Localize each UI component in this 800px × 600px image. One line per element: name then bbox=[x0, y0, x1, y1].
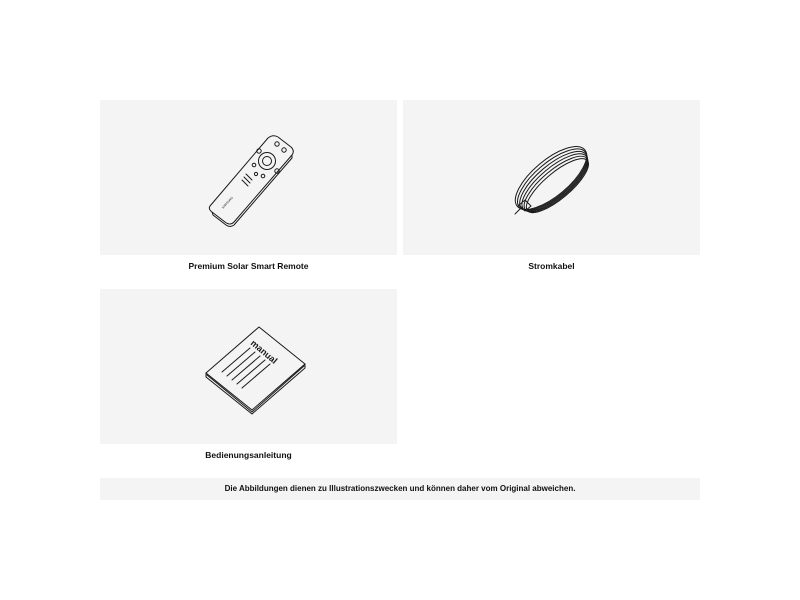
manual-tile bbox=[100, 289, 397, 444]
manual-cover-text: manual bbox=[248, 337, 280, 366]
disclaimer-text: Die Abbildungen dienen zu Illustrationszwecken und können daher vom Original abweichen. bbox=[224, 484, 576, 493]
remote-caption: Premium Solar Smart Remote bbox=[188, 261, 309, 271]
power-cable-icon bbox=[403, 100, 700, 255]
manual-booklet-icon bbox=[100, 289, 397, 444]
cable-caption: Stromkabel bbox=[528, 261, 575, 271]
svg-text:SAMSUNG: SAMSUNG bbox=[220, 195, 234, 210]
manual-caption: Bedienungsanleitung bbox=[205, 450, 292, 460]
disclaimer-bar bbox=[100, 478, 700, 500]
cable-tile bbox=[403, 100, 700, 255]
remote-control-icon bbox=[100, 100, 397, 255]
remote-tile bbox=[100, 100, 397, 255]
